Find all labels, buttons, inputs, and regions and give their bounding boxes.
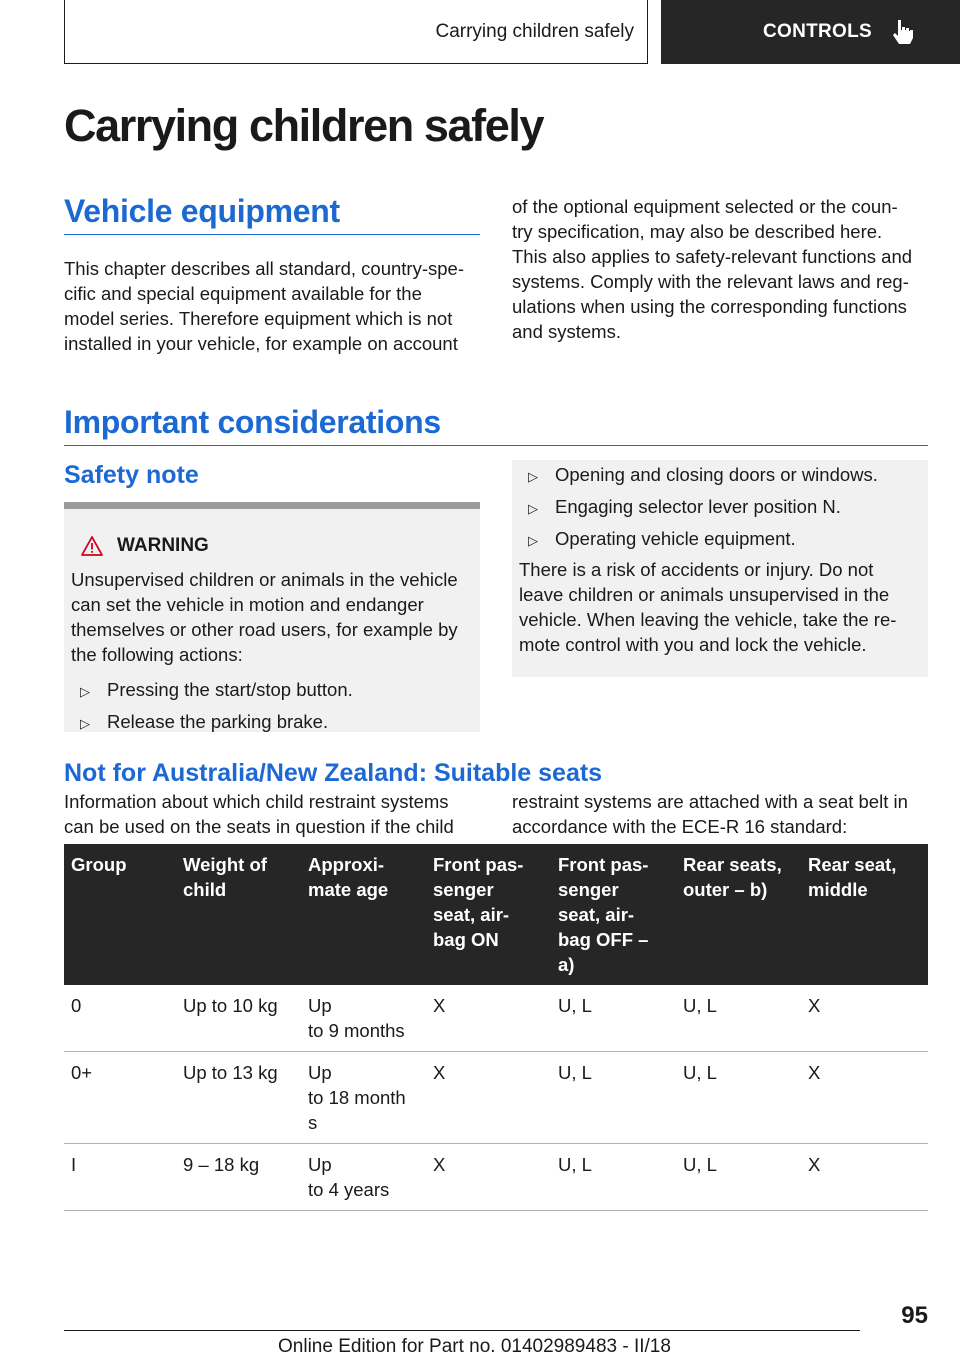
suitable-seats-text-right: restraint systems are attached with a seat belt in accordance with the ECE-R 16 standard:: [512, 791, 908, 837]
table-row: [64, 1052, 928, 1144]
header-chapter-label: CONTROLS: [763, 21, 873, 42]
warning-triangle-icon: [81, 536, 103, 556]
column-header: Front pas‐ senger seat, air‐ bag OFF – a): [551, 844, 676, 985]
table-cell: U, L: [551, 1144, 676, 1211]
heading-rule: [64, 234, 480, 235]
column-header: Rear seat, middle: [801, 844, 928, 985]
table-cell: Up to 4 years: [301, 1144, 426, 1211]
list-item: ▷ Operating vehicle equipment.: [519, 526, 878, 558]
triangle-bullet-icon: ▷: [80, 684, 90, 699]
warning-header: [71, 535, 209, 557]
column-header: Rear seats, outer – b): [676, 844, 801, 985]
list-item: ▷ Release the parking brake.: [71, 709, 353, 741]
table-header-row: [64, 844, 928, 985]
safety-note-heading: Safety note: [64, 461, 199, 489]
page-title: Carrying children safely: [64, 100, 544, 151]
table-cell: Up to 10 kg: [176, 985, 301, 1052]
table-cell: 0: [64, 985, 176, 1052]
table-cell: Up to 13 kg: [176, 1052, 301, 1144]
table-cell: U, L: [676, 1052, 801, 1144]
table-cell: X: [426, 1052, 551, 1144]
warning-bullet-list: [71, 677, 353, 741]
list-item: ▷ Opening and closing doors or windows.: [519, 462, 878, 494]
table-cell: Up to 9 months: [301, 985, 426, 1052]
vehicle-equipment-heading: Vehicle equipment: [64, 193, 340, 229]
heading-rule: [64, 445, 928, 446]
table-cell: X: [426, 985, 551, 1052]
page-number: 95: [901, 1302, 928, 1329]
table-cell: U, L: [676, 985, 801, 1052]
suitable-seats-heading: Not for Australia/New Zealand: Suitable seats: [64, 759, 603, 787]
table-cell: U, L: [551, 1052, 676, 1144]
table-cell: 9 – 18 kg: [176, 1144, 301, 1211]
footer-edition: Online Edition for Part no. 01402989483 - II/18: [278, 1336, 671, 1357]
column-header: Weight of child: [176, 844, 301, 985]
column-header: Front pas‐ senger seat, air‐ bag ON: [426, 844, 551, 985]
warning-label: WARNING: [117, 535, 209, 556]
table-cell: X: [426, 1144, 551, 1211]
triangle-bullet-icon: ▷: [528, 533, 538, 548]
list-item: ▷ Pressing the start/stop button.: [71, 677, 353, 709]
warning-box: [64, 502, 480, 732]
table-cell: I: [64, 1144, 176, 1211]
triangle-bullet-icon: ▷: [528, 501, 538, 516]
column-header: Group: [64, 844, 176, 985]
warning-bullet-list-continued: [519, 462, 878, 558]
table-cell: X: [801, 1144, 928, 1211]
table-cell: U, L: [676, 1144, 801, 1211]
footer-rule: [64, 1330, 860, 1331]
list-item: ▷ Engaging selector lever position N.: [519, 494, 878, 526]
suitable-seats-table: [64, 844, 928, 1211]
table-row: [64, 1144, 928, 1211]
vehicle-equipment-text-left: This chapter describes all standard, country-spe‐ cific and special equipment available for the model series. Therefore equipment which is not installed in your vehicle, for example on account: [64, 258, 464, 354]
warning-closing-text: There is a risk of accidents or injury. Do not leave children or animals unsupervised in the vehicle. When leaving the vehicle, take the re‐ mote control with you and lock the vehicle.: [519, 559, 897, 655]
header-section-title: Carrying children safely: [64, 0, 648, 64]
triangle-bullet-icon: ▷: [80, 716, 90, 731]
warning-box-continued: [512, 460, 928, 677]
table-row: [64, 985, 928, 1052]
vehicle-equipment-text-right: of the optional equipment selected or the coun‐ try specification, may also be described here. This also applies to safety-relevant functions and systems. Comply with the relevant laws and reg‐ ulations when using the corresponding functions and systems.: [512, 196, 913, 342]
table-cell: U, L: [551, 985, 676, 1052]
table-cell: X: [801, 1052, 928, 1144]
important-considerations-heading: Important considerations: [64, 404, 441, 440]
header-chapter-tab: [661, 0, 960, 64]
column-header: Approxi‐ mate age: [301, 844, 426, 985]
table-cell: X: [801, 985, 928, 1052]
triangle-bullet-icon: ▷: [528, 469, 538, 484]
footer-text: [278, 1336, 671, 1358]
warning-body: Unsupervised children or animals in the vehicle can set the vehicle in motion and endanger themselves or other road users, for example by the following actions:: [71, 569, 458, 665]
suitable-seats-text-left: Information about which child restraint systems can be used on the seats in question if the child: [64, 791, 454, 837]
table-cell: 0+: [64, 1052, 176, 1144]
pointing-hand-icon: [892, 19, 914, 45]
table-cell: Up to 18 month s: [301, 1052, 426, 1144]
